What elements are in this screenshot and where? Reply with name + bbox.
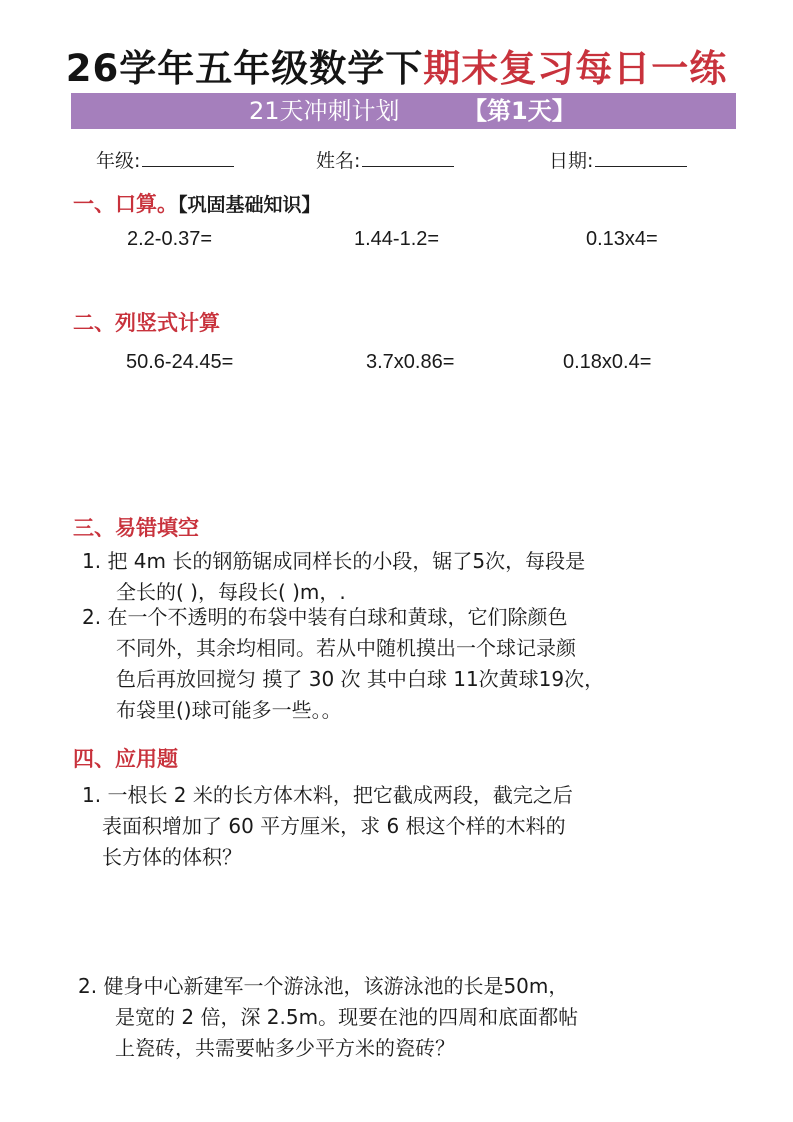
question-line: 1. 一根长 2 米的长方体木料，把它截成两段，截完之后 — [82, 783, 573, 807]
name-field[interactable] — [316, 146, 454, 173]
name-blank[interactable] — [362, 148, 454, 167]
section-heading-vertical-calc — [73, 307, 220, 337]
name-label: 姓名: — [316, 150, 361, 172]
question-line: 是宽的 2 倍，深 2.5m。现要在池的四周和底面都帖 — [115, 1005, 579, 1029]
plan-banner — [71, 93, 736, 129]
question-4-2 — [78, 971, 578, 1064]
banner-day: 【第1天】 — [463, 97, 576, 125]
question-line: 布袋里()球可能多一些。。 — [116, 698, 342, 722]
calc-item: 1.44-1.2= — [354, 228, 440, 250]
calc-item: 3.7x0.86= — [366, 351, 455, 373]
question-line: 色后再放回搅匀 摸了 30 次 其中白球 11次黄球19次， — [116, 667, 605, 691]
question-line: 全长的( )，每段长( )m，. — [116, 580, 346, 604]
section-1-title: 一、口算。 — [73, 192, 178, 216]
banner-plan: 21天冲刺计划 — [249, 97, 400, 125]
section-4-title: 四、应用题 — [73, 747, 178, 771]
date-label: 日期: — [549, 150, 594, 172]
question-line: 表面积增加了 60 平方厘米，求 6 根这个样的木料的 — [102, 814, 566, 838]
section-2-title: 二、列竖式计算 — [73, 311, 220, 335]
grade-blank[interactable] — [142, 148, 234, 167]
section-heading-mental-math — [73, 188, 321, 218]
question-3-2 — [82, 602, 604, 726]
question-line: 2. 健身中心新建军一个游泳池，该游泳池的长是50m， — [78, 974, 569, 998]
page-title — [0, 38, 793, 92]
date-blank[interactable] — [595, 148, 687, 167]
question-line: 2. 在一个不透明的布袋中装有白球和黄球，它们除颜色 — [82, 605, 568, 629]
calc-item: 0.13x4= — [586, 228, 658, 250]
grade-label: 年级: — [96, 150, 141, 172]
question-4-1 — [82, 780, 573, 873]
question-line: 不同外，其余均相同。若从中随机摸出一个球记录颜 — [116, 636, 576, 660]
question-line: 长方体的体积？ — [102, 845, 242, 869]
section-3-title: 三、易错填空 — [73, 516, 199, 540]
title-part-1: 26学年五年级数学下 — [65, 47, 424, 90]
question-3-1 — [82, 546, 585, 608]
title-part-2: 期末复习每日一练 — [423, 47, 728, 90]
question-line: 上瓷砖，共需要帖多少平方米的瓷砖？ — [115, 1036, 455, 1060]
question-line: 1. 把 4m 长的钢筋锯成同样长的小段，锯了5次，每段是 — [82, 549, 586, 573]
calc-item: 0.18x0.4= — [563, 351, 652, 373]
grade-field[interactable] — [96, 146, 234, 173]
calc-item: 50.6-24.45= — [126, 351, 234, 373]
section-heading-word-problems — [73, 743, 178, 773]
section-1-subtitle: 【巩固基础知识】 — [178, 194, 321, 216]
date-field[interactable] — [549, 146, 687, 173]
calc-item: 2.2-0.37= — [127, 228, 213, 250]
section-heading-fill-blank — [73, 512, 199, 542]
